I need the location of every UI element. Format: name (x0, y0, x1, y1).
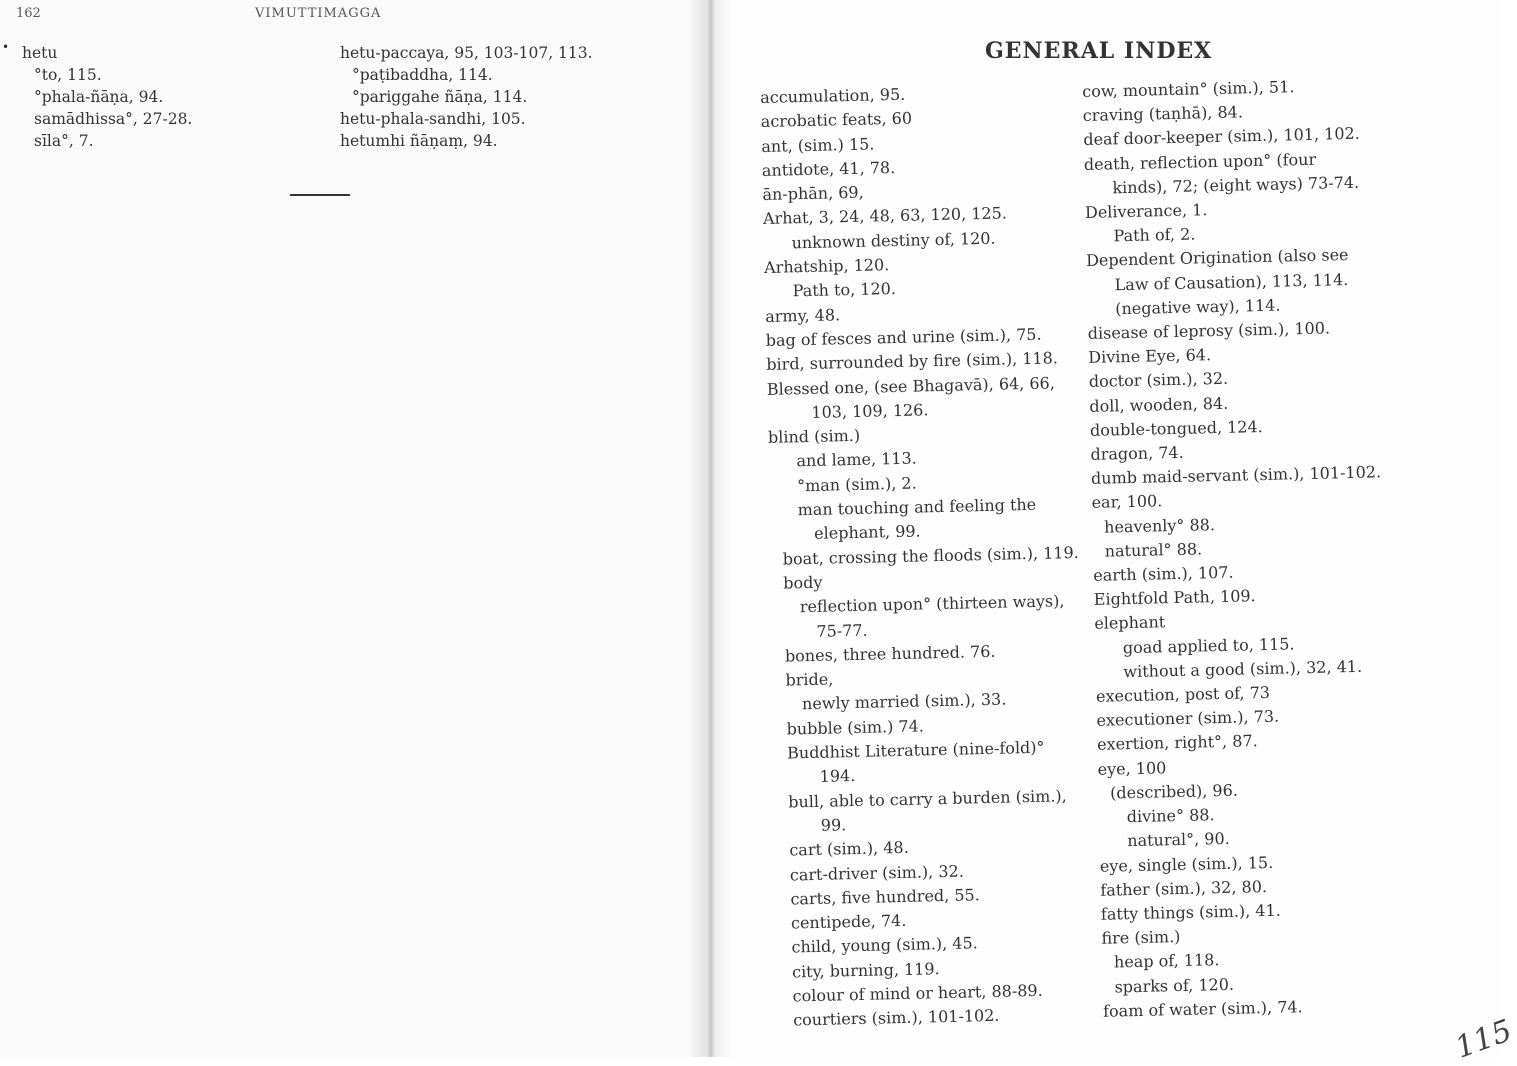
index-entry: man touching and feeling the (797, 494, 1037, 520)
index-entry: craving (taṇhā), 84. (1082, 102, 1244, 126)
index-entry: without a good (sim.), 32, 41. (1123, 656, 1363, 682)
index-entry: Path to, 120. (792, 279, 897, 301)
index-entry: cow, mountain° (sim.), 51. (1082, 77, 1295, 101)
index-entry: eye, single (sim.), 15. (1099, 852, 1274, 876)
index-column-left-2 (340, 42, 593, 152)
index-entry: heavenly° 88. (1103, 514, 1216, 537)
index-entry: cart (sim.), 48. (789, 838, 909, 860)
index-entry: Buddhist Literature (nine-fold)° (786, 737, 1045, 763)
index-entry: doll, wooden, 84. (1089, 393, 1229, 416)
index-entry: Eightfold Path, 109. (1093, 586, 1256, 610)
index-entry: ān-phān, 69, (762, 182, 864, 205)
index-entry: elephant, 99. (813, 521, 921, 544)
index-entry: deaf door-keeper (sim.), 101, 102. (1083, 124, 1360, 150)
index-entry: blind (sim.) (767, 425, 861, 448)
index-entry: Path of, 2. (1113, 224, 1196, 246)
index-entry: army, 48. (765, 304, 841, 326)
index-entry: °man (sim.), 2. (796, 473, 917, 496)
book-gutter (688, 0, 732, 1057)
index-entry: city, burning, 119. (791, 958, 940, 982)
index-entry: 103, 109, 126. (811, 400, 929, 422)
index-entry: hetu-phala-sandhi, 105. (340, 110, 526, 128)
index-entry: double-tongued, 124. (1089, 416, 1263, 440)
index-entry: Arhatship, 120. (763, 255, 890, 278)
index-entry: doctor (sim.), 32. (1088, 369, 1229, 392)
index-entry: 194. (819, 766, 856, 787)
index-entry: father (sim.), 32, 80. (1100, 876, 1268, 900)
index-entry: eye, 100 (1097, 757, 1167, 779)
index-entry: disease of leprosy (sim.), 100. (1087, 318, 1331, 343)
index-entry: Law of Causation), 113, 114. (1114, 269, 1349, 294)
index-entry: bride, (785, 669, 834, 690)
index-column-right-2 (1082, 73, 1393, 1023)
page-title: GENERAL INDEX (985, 38, 1213, 64)
index-entry: antidote, 41, 78. (761, 157, 896, 180)
index-entry: °to, 115. (34, 66, 102, 84)
index-entry: Blessed one, (see Bhagavā), 64, 66, (766, 372, 1055, 399)
index-entry: ant, (sim.) 15. (761, 134, 875, 156)
index-entry: courtiers (sim.), 101-102. (792, 1006, 1000, 1030)
index-entry: goad applied to, 115. (1122, 633, 1295, 657)
index-entry: earth (sim.), 107. (1093, 562, 1234, 585)
index-column-right-1 (760, 79, 1089, 1033)
section-rule (290, 194, 350, 196)
index-entry: body (783, 572, 823, 593)
index-entry: °paṭibaddha, 114. (352, 66, 493, 84)
index-entry: boat, crossing the floods (sim.), 119. (782, 542, 1079, 569)
index-entry: exertion, right°, 87. (1096, 731, 1258, 755)
index-entry: bird, surrounded by fire (sim.), 118. (766, 348, 1059, 375)
index-entry: kinds), 72; (eight ways) 73-74. (1112, 172, 1360, 198)
index-entry: death, reflection upon° (four (1083, 149, 1317, 174)
index-entry: hetu-paccaya, 95, 103-107, 113. (340, 44, 593, 62)
index-entry: dumb maid-servant (sim.), 101-102. (1090, 462, 1382, 489)
index-entry: and lame, 113. (796, 448, 917, 471)
index-entry: samādhissa°, 27-28. (34, 110, 193, 128)
index-column-left-1 (22, 42, 192, 152)
index-entry: °pariggahe ñāṇa, 114. (352, 88, 528, 106)
index-entry: execution, post of, 73 (1095, 682, 1271, 706)
index-entry: 99. (820, 815, 847, 835)
index-entry: natural° 88. (1104, 539, 1203, 561)
index-entry: child, young (sim.), 45. (791, 933, 978, 957)
index-entry: cart-driver (sim.), 32. (789, 861, 964, 885)
index-entry: fire (sim.) (1101, 927, 1181, 948)
index-entry: divine° 88. (1126, 805, 1215, 827)
index-entry: sparks of, 120. (1114, 974, 1235, 997)
index-entry: sīla°, 7. (34, 132, 94, 150)
index-entry: dragon, 74. (1090, 442, 1184, 464)
page-number: 162 (16, 6, 41, 21)
index-entry: bubble (sim.) 74. (786, 716, 925, 739)
index-entry: executioner (sim.), 73. (1096, 706, 1280, 731)
index-entry: 75-77. (816, 620, 868, 641)
index-entry: hetu (22, 44, 58, 62)
index-entry: elephant (1094, 612, 1166, 634)
index-entry: carts, five hundred, 55. (790, 885, 980, 909)
index-entry: newly married (sim.), 33. (801, 689, 1007, 714)
handwritten-page-note: 115 (1450, 1013, 1517, 1066)
index-entry: natural°, 90. (1127, 829, 1230, 851)
index-entry: reflection upon° (thirteen ways), (799, 591, 1065, 617)
index-entry: colour of mind or heart, 88-89. (792, 980, 1043, 1006)
index-entry: bull, able to carry a burden (sim.), (788, 785, 1067, 812)
index-entry: (negative way), 114. (1114, 295, 1281, 319)
margin-dot: • (2, 40, 10, 54)
index-entry: °phala-ñāṇa, 94. (34, 88, 164, 106)
index-entry: centipede, 74. (790, 910, 907, 933)
index-entry: (described), 96. (1109, 780, 1239, 803)
index-entry: hetumhi ñāṇaṃ, 94. (340, 132, 498, 150)
index-entry: unknown destiny of, 120. (791, 228, 996, 253)
index-entry: bones, three hundred. 76. (784, 641, 996, 666)
running-head: VIMUTTIMAGGA (255, 6, 382, 21)
index-entry: foam of water (sim.), 74. (1102, 996, 1303, 1021)
index-entry: Divine Eye, 64. (1088, 345, 1212, 368)
index-entry: fatty things (sim.), 41. (1100, 900, 1281, 924)
left-page (0, 0, 710, 1057)
index-entry: acrobatic feats, 60 (760, 108, 913, 132)
index-entry: Deliverance, 1. (1084, 200, 1208, 222)
index-entry: heap of, 118. (1113, 950, 1220, 972)
index-entry: accumulation, 95. (760, 84, 906, 107)
index-entry: Dependent Origination (also see (1085, 245, 1349, 271)
index-entry: ear, 100. (1091, 491, 1163, 513)
index-entry: Arhat, 3, 24, 48, 63, 120, 125. (762, 203, 1008, 229)
index-entry: bag of fesces and urine (sim.), 75. (765, 324, 1042, 350)
